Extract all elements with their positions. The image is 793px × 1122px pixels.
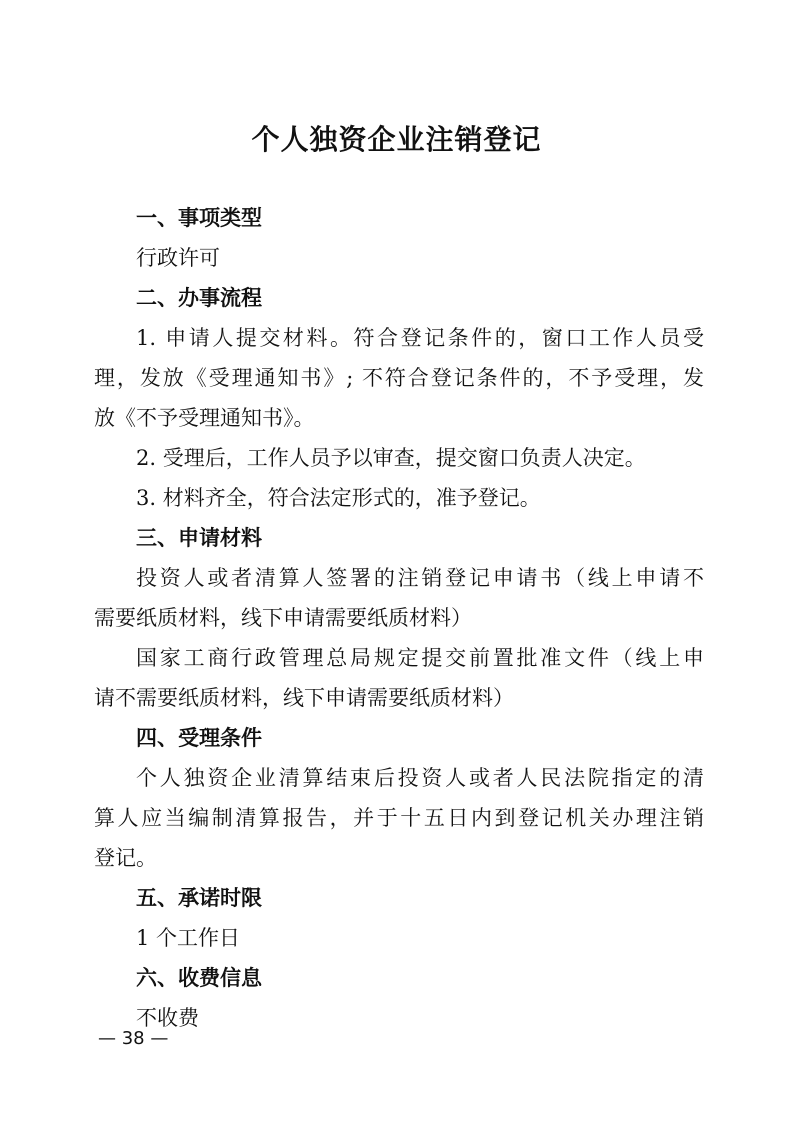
conditions-line1: 个人独资企业清算结束后投资人或者人民法院指定的清 [136, 766, 704, 790]
conditions-line3: 登记。 [94, 846, 157, 870]
section-heading-type: 一、事项类型 [136, 206, 262, 230]
process-step1-line1: 1. 申请人提交材料。符合登记条件的，窗口工作人员受 [136, 326, 704, 350]
conditions-line2: 算人应当编制清算报告，并于十五日内到登记机关办理注销 [94, 806, 704, 830]
page-number: — 38 — [98, 1028, 169, 1049]
process-step3: 3. 材料齐全，符合法定形式的，准予登记。 [136, 486, 541, 510]
materials-item1-line1: 投资人或者清算人签署的注销登记申请书（线上申请不 [136, 566, 704, 590]
section-heading-conditions: 四、受理条件 [136, 726, 262, 750]
process-step1-line3: 放《不予受理通知书》。 [94, 406, 315, 430]
section-heading-time-limit: 五、承诺时限 [136, 886, 262, 910]
section-content-fees: 不收费 [136, 1006, 199, 1030]
materials-item2-line1: 国家工商行政管理总局规定提交前置批准文件（线上申 [136, 646, 704, 670]
page-title: 个人独资企业注销登记 [251, 123, 542, 156]
section-heading-fees: 六、收费信息 [136, 966, 262, 990]
materials-item1-line2: 需要纸质材料，线下申请需要纸质材料） [94, 606, 472, 630]
document-body [94, 198, 704, 1038]
section-content-time-limit: 1 个工作日 [136, 926, 241, 950]
materials-item2-line2: 请不需要纸质材料，线下申请需要纸质材料） [94, 686, 514, 710]
process-step1-line2: 理，发放《受理通知书》; 不符合登记条件的，不予受理，发 [94, 366, 704, 390]
section-heading-materials: 三、申请材料 [136, 526, 262, 550]
process-step2: 2. 受理后，工作人员予以审查，提交窗口负责人决定。 [136, 446, 646, 470]
section-content-type: 行政许可 [136, 246, 220, 270]
section-heading-process: 二、办事流程 [136, 286, 262, 310]
